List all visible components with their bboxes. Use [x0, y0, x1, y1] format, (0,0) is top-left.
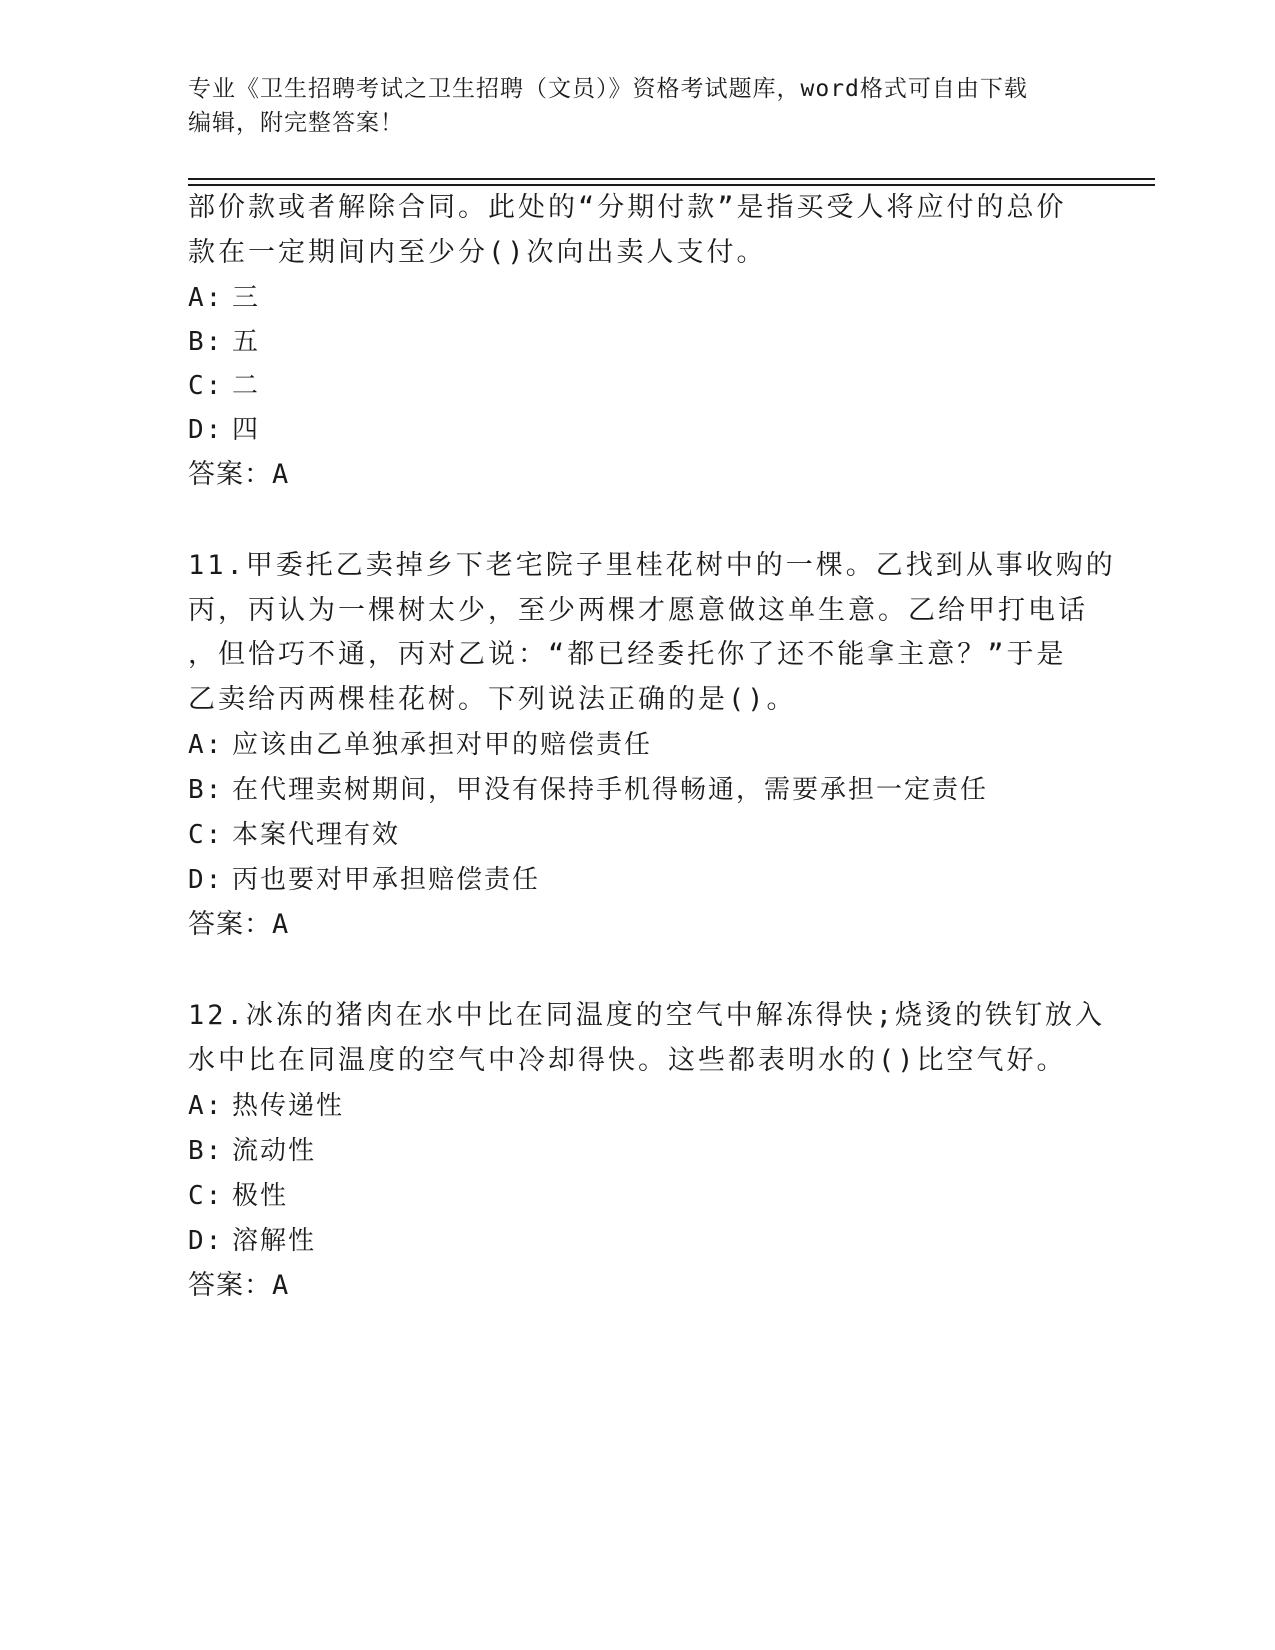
option-key: D: — [188, 415, 224, 445]
option-d — [188, 412, 260, 448]
header-line-1: 专业《卫生招聘考试之卫生招聘（文员）》资格考试题库，word格式可自由下载 — [188, 76, 1028, 102]
option-a — [188, 727, 652, 763]
answer-line: 答案：A — [188, 1270, 290, 1301]
option-key: B: — [188, 327, 224, 357]
option-key: A: — [188, 1091, 224, 1121]
option-b — [188, 772, 988, 808]
question-text-line: 部价款或者解除合同。此处的“分期付款”是指买受人将应付的总价 — [188, 192, 1067, 223]
option-key: A: — [188, 730, 224, 760]
option-key: B: — [188, 1136, 224, 1166]
option-d — [188, 862, 540, 898]
option-key: D: — [188, 865, 224, 895]
option-a — [188, 280, 260, 316]
option-text: 二 — [232, 371, 261, 401]
question-text-line: 丙，丙认为一棵树太少，至少两棵才愿意做这单生意。乙给甲打电话 — [188, 595, 1088, 626]
answer-line: 答案：A — [188, 459, 290, 490]
option-b — [188, 324, 260, 360]
question-text-line: ，但恰巧不通，丙对乙说：“都已经委托你了还不能拿主意？”于是 — [188, 639, 1067, 670]
option-key: C: — [188, 820, 224, 850]
option-d — [188, 1223, 316, 1259]
document-header — [188, 72, 1088, 140]
option-key: A: — [188, 283, 224, 313]
question-text-line: 水中比在同温度的空气中冷却得快。这些都表明水的()比空气好。 — [188, 1045, 1067, 1076]
option-text: 三 — [232, 283, 261, 313]
question-text-line: 乙卖给丙两棵桂花树。下列说法正确的是()。 — [188, 684, 797, 715]
option-key: C: — [188, 1181, 224, 1211]
option-text: 流动性 — [232, 1136, 317, 1166]
question-text-line: 12.冰冻的猪肉在水中比在同温度的空气中解冻得快;烧烫的铁钉放入 — [188, 1000, 1106, 1031]
header-line-2: 编辑，附完整答案！ — [188, 110, 404, 136]
header-divider-bottom — [188, 184, 1155, 186]
option-text: 四 — [232, 415, 261, 445]
option-text: 本案代理有效 — [232, 820, 401, 850]
option-text: 丙也要对甲承担赔偿责任 — [232, 865, 541, 895]
option-b — [188, 1133, 316, 1169]
option-text: 极性 — [232, 1181, 289, 1211]
option-text: 在代理卖树期间，甲没有保持手机得畅通，需要承担一定责任 — [232, 775, 989, 805]
option-a — [188, 1088, 344, 1124]
question-text-line: 款在一定期间内至少分()次向出卖人支付。 — [188, 237, 767, 268]
answer-line: 答案：A — [188, 909, 290, 940]
option-key: C: — [188, 371, 224, 401]
option-text: 五 — [232, 327, 261, 357]
option-text: 溶解性 — [232, 1226, 317, 1256]
option-key: D: — [188, 1226, 224, 1256]
option-c — [188, 368, 260, 404]
option-key: B: — [188, 775, 224, 805]
option-text: 应该由乙单独承担对甲的赔偿责任 — [232, 730, 653, 760]
option-c — [188, 817, 400, 853]
option-text: 热传递性 — [232, 1091, 345, 1121]
header-divider-top — [188, 178, 1155, 180]
option-c — [188, 1178, 288, 1214]
question-text-line: 11.甲委托乙卖掉乡下老宅院子里桂花树中的一棵。乙找到从事收购的 — [188, 550, 1116, 581]
